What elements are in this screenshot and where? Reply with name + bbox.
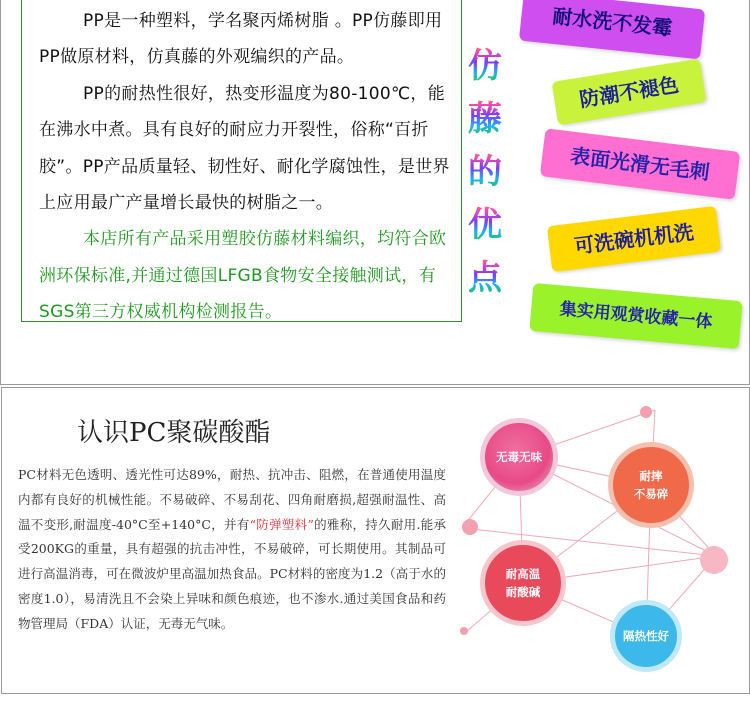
title-char: 的: [465, 146, 505, 199]
circle-label: 耐高温: [505, 567, 541, 581]
feature-tag-dishwasher-safe: 可洗碗机机洗: [547, 206, 721, 272]
pp-paragraph-1: PP是一种塑料，学名聚丙烯树脂 。PP仿藤即用PP做原材料，仿真藤的外观编织的产品。: [39, 11, 443, 68]
decor-dot: [460, 627, 468, 635]
feature-tag-washable: 耐水洗不发霉: [519, 0, 705, 59]
title-char: 仿: [465, 40, 505, 93]
pc-body-part-2: 的雅称，持久耐用.能承受200KG的重量，具有超强的抗击冲性，不易破碎，可长期使用。其制品可进行高温消毒，可在微波炉里高温加热食品。PC材料的密度为1.2（高于水的密度1.0），易清洗且不会染上异味和颜色痕迹，也不渗水.通过美国食品和药物管理局（FDA）认证，无毒无气味。: [18, 516, 446, 631]
feature-circle-shatterproof: [608, 442, 694, 528]
feature-circle-non-toxic: [480, 418, 558, 496]
pc-description: [18, 463, 446, 637]
title-char: 藤: [465, 93, 505, 146]
feature-tag-moisture-proof: 防潮不褪色: [551, 59, 706, 126]
decor-dot: [640, 406, 652, 418]
circle-label: 耐摔: [639, 469, 663, 483]
circle-label: 耐酸碱: [505, 585, 541, 599]
circle-label: 不易碎: [633, 487, 669, 501]
decor-dot: [700, 546, 728, 574]
rattan-advantages-title: [465, 40, 505, 305]
feature-circle-insulation: [610, 600, 682, 672]
pp-paragraph-3: 本店所有产品采用塑胶仿藤材料编织，均符合欧洲环保标准,并通过德国LFGB食物安全接触测试，有SGS第三方权威机构检测报告。: [39, 229, 447, 323]
pp-description: [39, 3, 459, 331]
pp-paragraph-2: PP的耐热性很好，热变形温度为80-100℃，能在沸水中煮。具有良好的耐应力开裂性，俗称“百折胶”。PP产品质量轻、韧性好、耐化学腐蚀性，是世界上应用最广产量增长最快的树脂之一。: [39, 83, 450, 214]
title-char: 点: [465, 252, 505, 305]
pc-title: 认识PC聚碳酸酯: [77, 418, 271, 448]
pc-body-part-1: PC材料无色透明、透光性可达89%，耐热、抗冲击、阻燃，在普通使用温度内都有良好的机械性能。不易破碎、不易刮花、四角耐磨损,超强耐温性、高温不变形,耐温度-40°C至+140°C，并有: [18, 467, 446, 532]
pc-body-highlight: “防弹塑料”: [249, 516, 314, 532]
pc-features-diagram: [462, 388, 750, 693]
decor-dot: [462, 519, 478, 535]
feature-tag-practical-decorative: 集实用观赏收藏一体: [529, 283, 742, 349]
title-char: 优: [465, 199, 505, 252]
pc-info-panel: [1, 387, 750, 694]
feature-circle-heat-acid-resistant: [480, 540, 566, 626]
feature-tag-smooth-surface: 表面光滑无毛刺: [540, 128, 740, 200]
circle-label: 隔热性好: [623, 629, 669, 643]
circle-label: 无毒无味: [496, 450, 542, 464]
